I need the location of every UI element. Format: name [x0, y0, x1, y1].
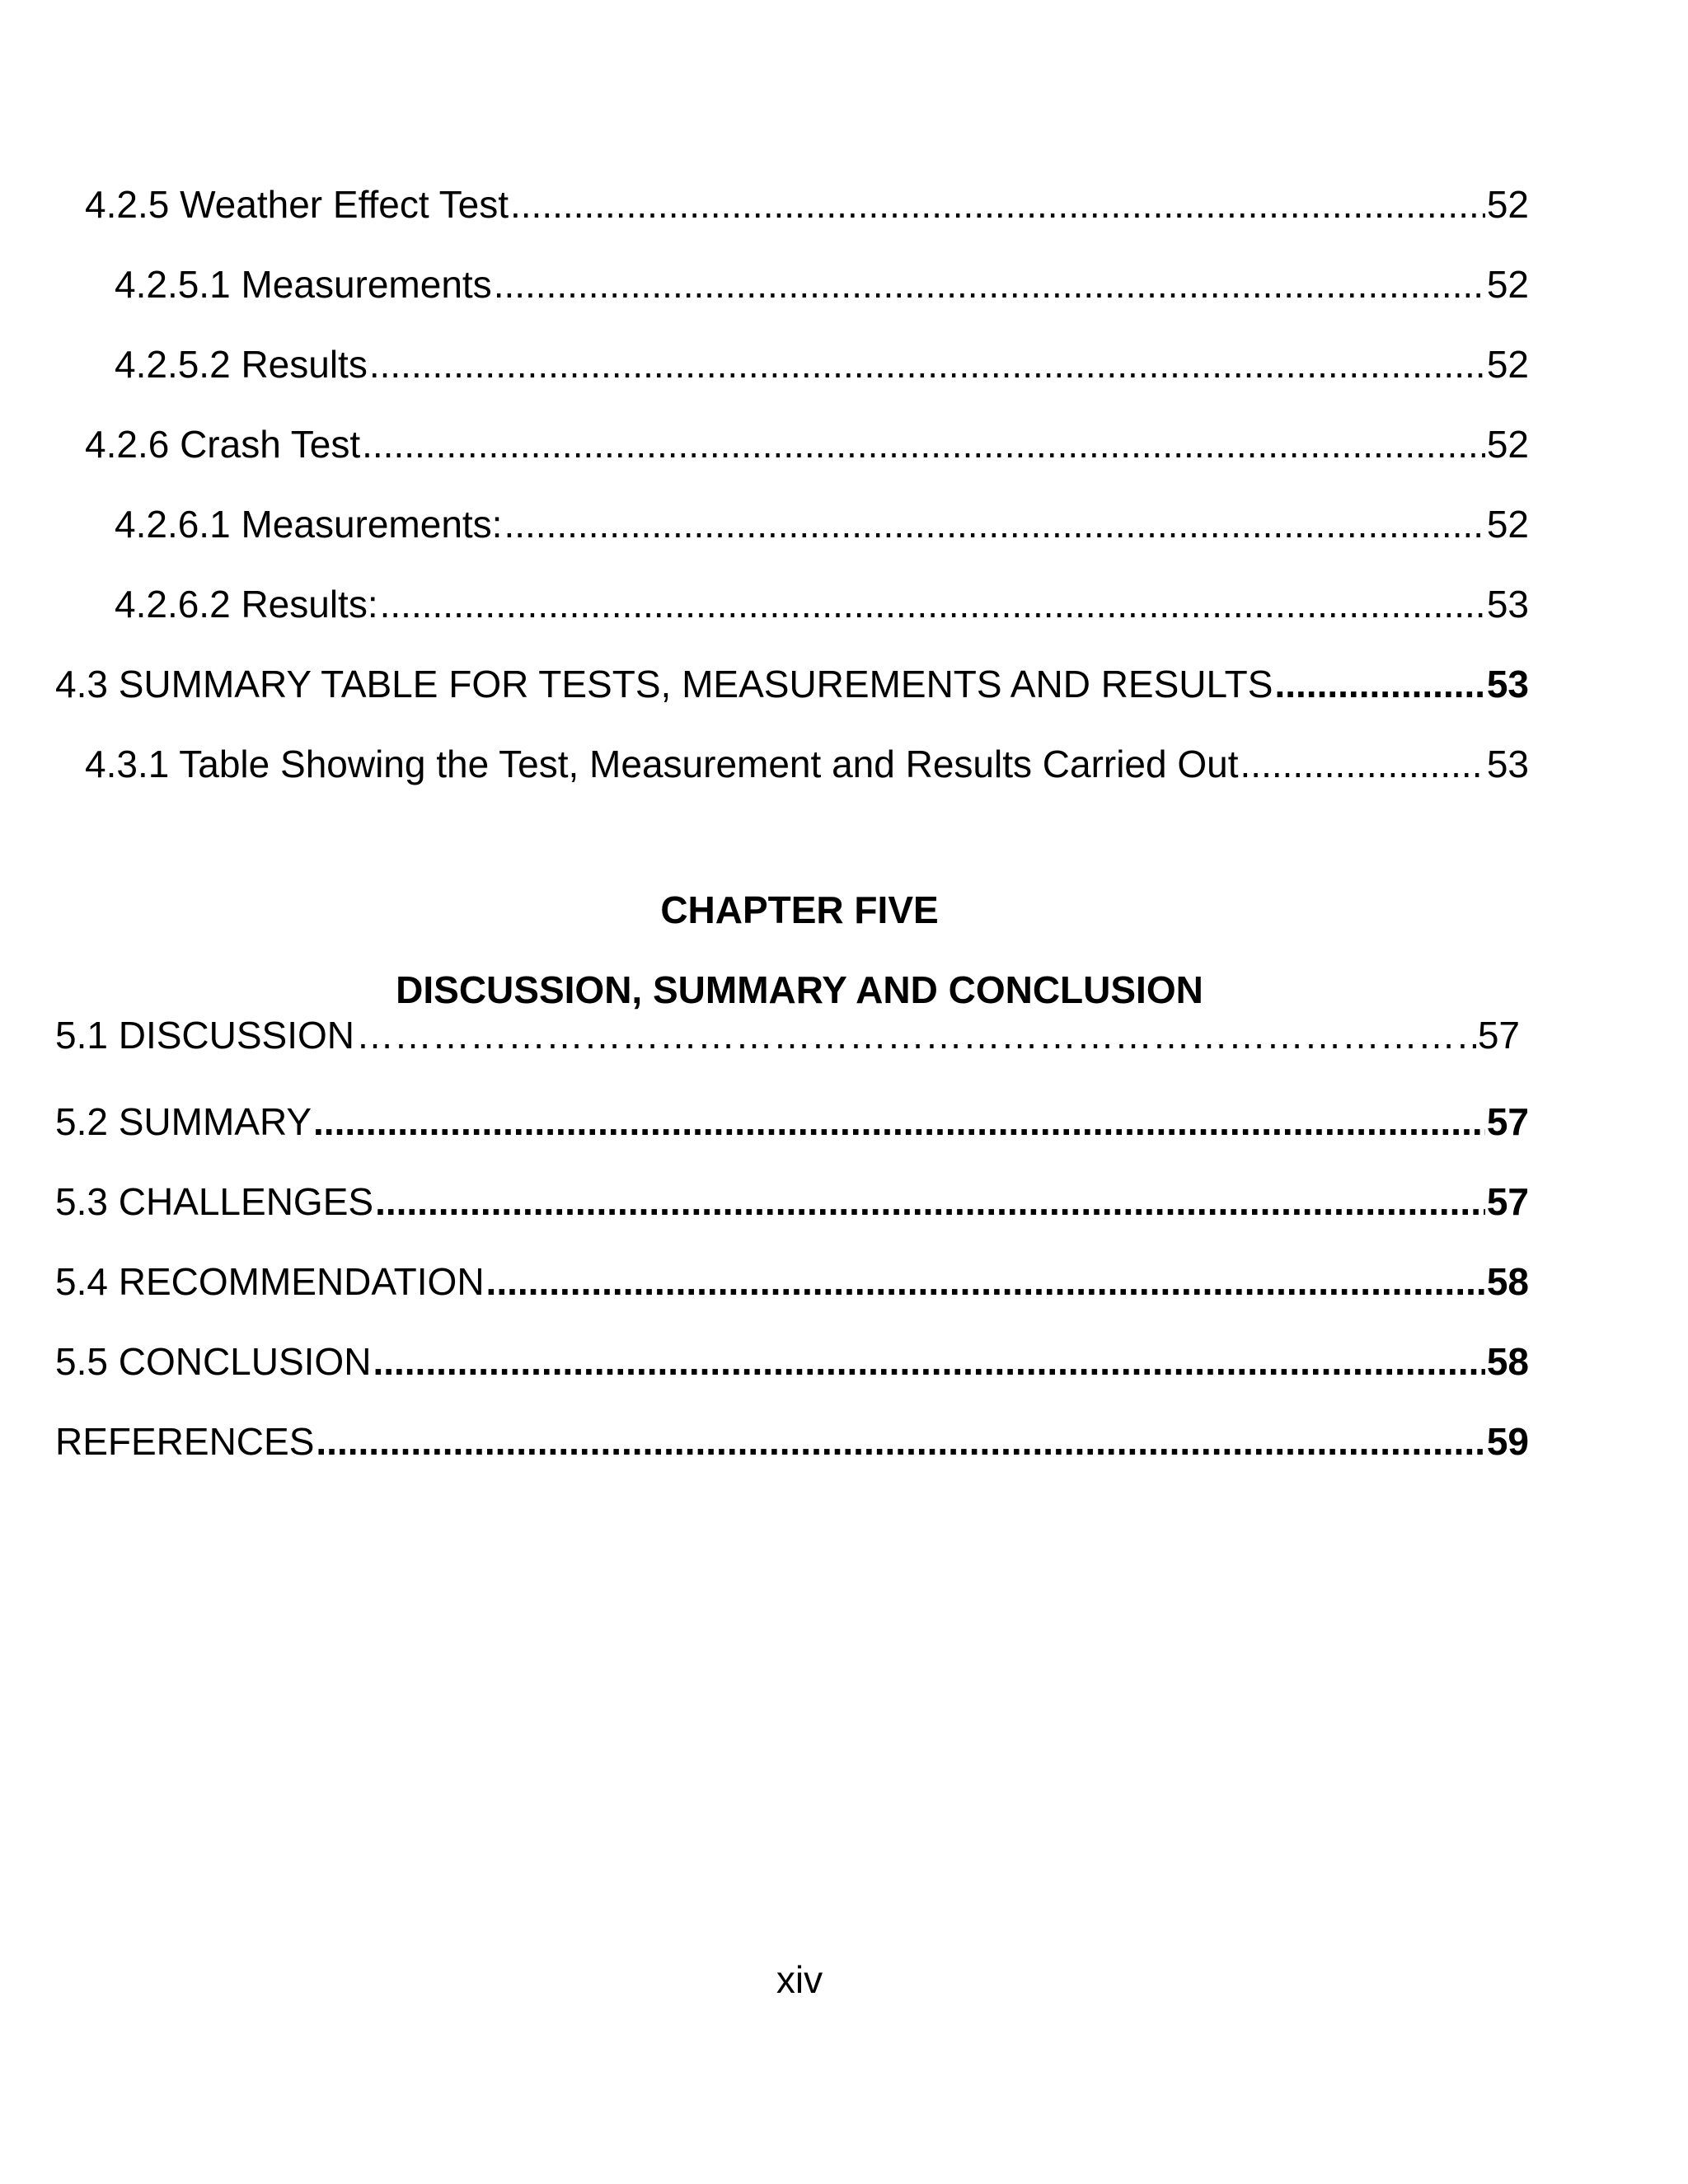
- dot-leader: [504, 501, 1484, 547]
- dot-leader: [380, 581, 1485, 627]
- dot-leader: [313, 1099, 1485, 1145]
- dot-leader: [316, 1418, 1484, 1465]
- toc-entry-4-3[interactable]: [55, 661, 1529, 707]
- dot-leader: [356, 1012, 1476, 1058]
- toc-entry-4-2-6[interactable]: [85, 421, 1529, 467]
- dot-leader: [510, 181, 1485, 227]
- toc-entry-page: 58: [1486, 1340, 1529, 1383]
- toc-entry-label: 4.2.6.2 Results:: [115, 583, 378, 626]
- dot-leader: [1240, 741, 1485, 787]
- toc-entry-4-2-5-1[interactable]: [115, 261, 1529, 307]
- toc-entry-5-4[interactable]: [55, 1258, 1529, 1305]
- toc-entry-page: 57: [1486, 1100, 1529, 1143]
- toc-entry-label: 4.3 SUMMARY TABLE FOR TESTS, MEASUREMENTS AND RESULTS: [55, 663, 1273, 705]
- toc-entry-label: 5.5 CONCLUSION: [55, 1340, 372, 1383]
- toc-entry-page: 53: [1486, 663, 1529, 705]
- toc-entry-4-3-1[interactable]: [85, 741, 1529, 787]
- toc-entry-label: 4.2.5 Weather Effect Test: [85, 183, 509, 226]
- toc-entry-5-3[interactable]: [55, 1179, 1529, 1225]
- dot-leader: [375, 1179, 1485, 1225]
- toc-entry-label: 4.2.6 Crash Test: [85, 423, 361, 466]
- dot-leader: [362, 421, 1485, 467]
- toc-entry-page: 52: [1486, 423, 1529, 466]
- toc-entry-page: 52: [1486, 343, 1529, 386]
- chapter-subtitle: DISCUSSION, SUMMARY AND CONCLUSION: [396, 968, 1203, 1011]
- toc-entry-5-1[interactable]: [55, 1012, 1520, 1058]
- toc-entry-label: REFERENCES: [55, 1420, 315, 1463]
- chapter-title: CHAPTER FIVE: [660, 888, 939, 931]
- toc-entry-page: 53: [1486, 583, 1529, 626]
- toc-entry-label: 5.1 DISCUSSION: [55, 1014, 354, 1057]
- toc-entry-references[interactable]: [55, 1418, 1529, 1465]
- toc-entry-5-5[interactable]: [55, 1338, 1529, 1385]
- dot-leader: [369, 341, 1485, 387]
- page-number: xiv: [776, 1958, 823, 2001]
- dot-leader: [1274, 661, 1484, 707]
- toc-entry-4-2-6-2[interactable]: [115, 581, 1529, 627]
- toc-entry-label: 4.2.5.2 Results: [115, 343, 368, 386]
- toc-entry-4-2-5-2[interactable]: [115, 341, 1529, 387]
- toc-entry-page: 52: [1486, 183, 1529, 226]
- toc-entry-label: 5.3 CHALLENGES: [55, 1180, 374, 1223]
- toc-entry-page: 58: [1486, 1260, 1529, 1303]
- dot-leader: [373, 1338, 1484, 1385]
- toc-entry-page: 52: [1486, 263, 1529, 306]
- toc-entry-4-2-6-1[interactable]: [115, 501, 1529, 547]
- dot-leader: [494, 261, 1485, 307]
- toc-entry-page: 53: [1486, 743, 1529, 785]
- dot-leader: [486, 1258, 1485, 1305]
- toc-entry-4-2-5[interactable]: [85, 181, 1529, 227]
- toc-entry-page: 57: [1486, 1180, 1529, 1223]
- toc-entry-label: 5.4 RECOMMENDATION: [55, 1260, 485, 1303]
- toc-entry-page: 57: [1477, 1014, 1520, 1057]
- toc-entry-5-2[interactable]: [55, 1099, 1529, 1145]
- toc-entry-label: 4.2.5.1 Measurements: [115, 263, 492, 306]
- toc-entry-page: 59: [1486, 1420, 1529, 1463]
- toc-entry-label: 5.2 SUMMARY: [55, 1100, 312, 1143]
- toc-entry-page: 52: [1486, 503, 1529, 546]
- toc-entry-label: 4.3.1 Table Showing the Test, Measurement and Results Carried Out: [85, 743, 1239, 785]
- toc-entry-label: 4.2.6.1 Measurements:: [115, 503, 503, 546]
